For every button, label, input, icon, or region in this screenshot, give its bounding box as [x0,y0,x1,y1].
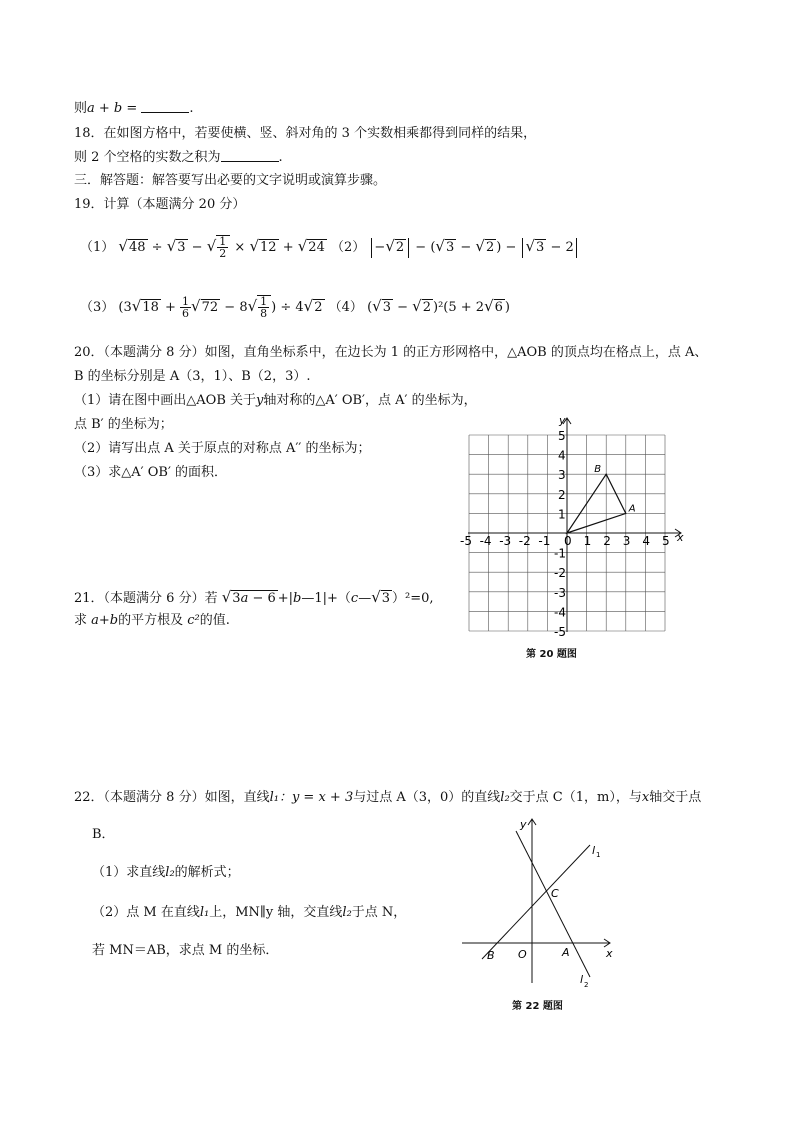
y-tick-label: 4 [558,448,566,463]
q22-caption: 第 22 题图 [512,1001,563,1012]
x-tick-label: -2 [518,534,531,548]
q19-p4-label: （4） [328,300,363,315]
point-b-label: B [594,464,602,476]
q21-line2: 求 a+b的平方根及 c²的值. [74,613,230,628]
y-tick-label: 2 [558,487,566,502]
q19-row1 [80,232,579,262]
q19-p3-label: （3） [80,300,115,315]
l2-label: l [580,973,584,986]
q19-row2 [80,292,510,322]
x-axis-label: x [677,531,684,544]
q20-line1: 20．（本题满分 8 分）如图，直角坐标系中，在边长为 1 的正方形网格中，△AOB 的顶点均在格点上，点 A、 [74,345,708,360]
q19-p4-expr: (√3 − √2 )²(5 + 2√6 ) [367,297,510,315]
q17-answer-blank[interactable] [141,100,189,113]
l1-subscript: 1 [596,851,601,859]
y-tick-label: 3 [558,468,566,483]
x-axis-label: x [606,947,613,960]
y-tick-label: -2 [554,566,566,581]
y-tick-label: -5 [554,625,566,639]
x-tick-label: -1 [538,534,551,548]
q18-answer-blank[interactable] [221,149,279,162]
l1-label: l [592,844,596,857]
q17-tail: 则a + b = . [74,101,194,116]
y-tick-label: -3 [554,585,566,600]
q22-part2: （2）点 M 在直线l₁上，MN∥y 轴，交直线l₂于点 N， [92,905,407,920]
q18-line1: 18．在如图方格中，若要使横、竖、斜对角的 3 个实数相乘都得到同样的结果， [74,126,537,141]
q17-expr: a + b = [87,101,138,116]
triangle-aob [567,474,626,533]
y-axis-label: y [559,414,566,427]
q20-line5: （2）请写出点 A 关于原点的对称点 A′′ 的坐标为； [74,441,371,456]
y-axis-label: y [520,818,527,831]
q19-p3-expr: (3√18 + $\frac{1}{6}$ √72 − 8√ $\frac{1}{8}$ ) ÷ 4√2 [118,295,323,320]
x-tick-label: 2 [603,534,611,548]
q21-line1: 21．（本题满分 6 分）若 √3a − 6 +|b—1|+（c—√3 ）²=0, [74,588,434,606]
q20-line2: B 的坐标分别是 A（3，1）、B（2，3）. [74,369,311,384]
q22-part3: 若 MN＝AB，求点 M 的坐标． [92,943,279,958]
q19-title: 19．计算（本题满分 20 分） [74,197,246,212]
x-tick-label: 4 [642,534,651,548]
q22-part1: （1）求直线l₂的解析式； [92,865,240,880]
q22-line-figure [460,815,620,995]
q20-line4: 点 B′ 的坐标为； [74,417,173,432]
x-tick-label: -3 [499,534,512,548]
q19-p2-expr: −√2 − (√3 − √2 ) − √3 − 2 [369,240,578,255]
x-tick-label: 1 [583,534,592,548]
q20-line3: （1）请在图中画出△AOB 关于y轴对称的△A′ OB′，点 A′ 的坐标为， [74,393,477,408]
q20-caption: 第 20 题图 [526,649,577,660]
origin-label: O [518,948,527,961]
point-a-label: A [562,946,570,959]
q18-line2: 则 2 个空格的实数之积为 . [74,150,283,165]
q19-p1-expr: √48 ÷ √3 − √ $\frac{1}{2}$ × √12 + √24 [118,235,325,260]
q20-line6: （3）求△A′ OB′ 的面积． [74,465,228,480]
point-c-label: C [551,887,559,900]
q22-line1: 22．（本题满分 8 分）如图，直线l₁：y = x + 3与过点 A（3，0）的直线l₂交于点 C（1，m），与x轴交于点 [74,790,702,805]
x-tick-label: -4 [479,534,492,548]
x-tick-label: 5 [662,534,670,548]
q17-prefix: 则 [74,101,88,116]
y-tick-label: 1 [558,507,566,522]
x-tick-label: -5 [460,534,472,548]
point-a-label: A [628,503,636,515]
l2-subscript: 2 [584,981,589,989]
point-b-label: B [487,949,495,962]
line-l1 [482,845,590,959]
q22-line2: B． [92,827,115,842]
x-tick-label: 3 [622,534,631,548]
section3-heading: 三．解答题：解答要写出必要的文字说明或演算步骤。 [74,173,387,188]
y-tick-label: -4 [554,605,566,620]
q19-p2-label: （2） [330,240,366,255]
y-tick-label: 5 [558,429,566,443]
line-l2 [516,831,590,977]
q19-p1-label: （1） [80,240,115,255]
y-tick-label: -1 [554,546,566,561]
x-tick-label: 0 [564,534,572,548]
q20-grid-figure [455,410,690,645]
